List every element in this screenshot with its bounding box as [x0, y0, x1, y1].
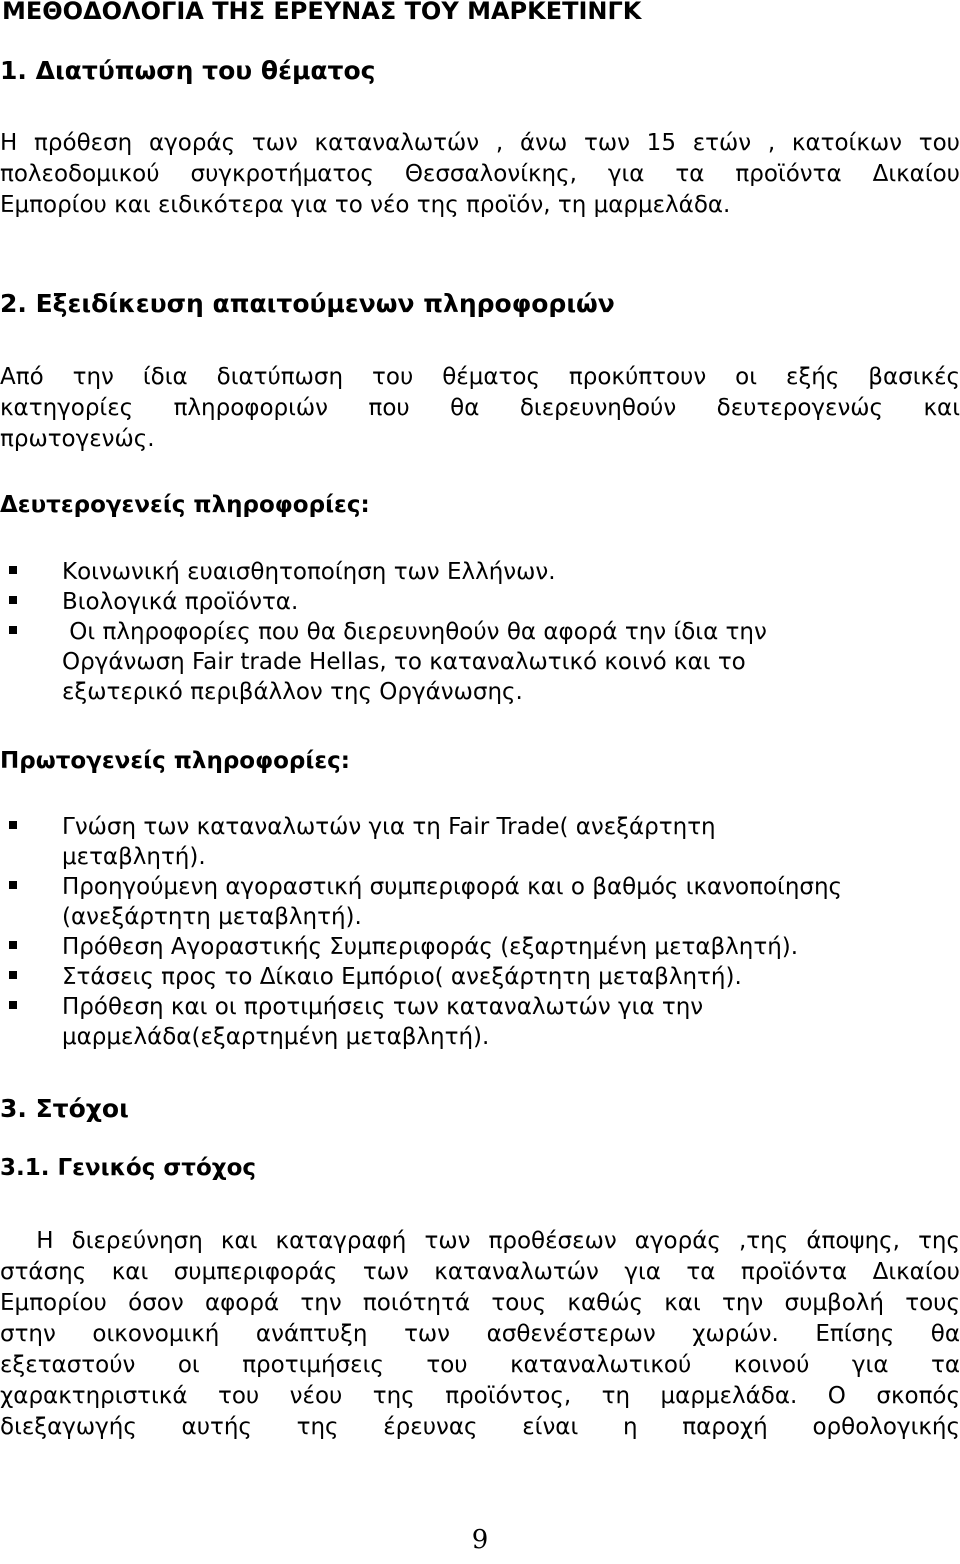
paragraph-line: Εμπορίου και ειδικότερα για το νέο της προϊόν, τη μαρμελάδα.	[0, 192, 731, 218]
list-item-text: Προηγούμενη αγοραστική συμπεριφορά και ο βαθμός ικανοποίησης	[62, 874, 843, 900]
list-item-text: μεταβλητή).	[62, 844, 206, 870]
section-3-1-paragraph	[0, 1226, 960, 1443]
primary-info-heading: Πρωτογενείς πληροφορίες:	[0, 748, 350, 774]
list-item	[0, 617, 960, 707]
paragraph-line: εξεταστούν οι προτιμήσεις του καταναλωτικού κοινού για τα	[0, 1352, 960, 1378]
list-item	[0, 962, 960, 992]
secondary-info-list	[0, 557, 960, 707]
list-item-text: Οι πληροφορίες που θα διερευνηθούν θα αφορά την ίδια την	[62, 619, 767, 645]
section-2-paragraph	[0, 362, 960, 455]
paragraph-line: στάσης και συμπεριφοράς των καταναλωτών για τα προϊόντα Δικαίου	[0, 1259, 960, 1285]
secondary-info-heading: Δευτερογενείς πληροφορίες:	[0, 492, 370, 518]
list-item-text: Στάσεις προς το Δίκαιο Εμπόριο( ανεξάρτητη μεταβλητή).	[62, 964, 742, 990]
document-title: ΜΕΘΟΔΟΛΟΓΙΑ ΤΗΣ ΕΡΕΥΝΑΣ ΤΟΥ ΜΑΡΚΕΤΙΝΓΚ	[2, 0, 642, 25]
square-bullet-icon	[9, 881, 17, 889]
list-item-text: (ανεξάρτητη μεταβλητή).	[62, 904, 362, 930]
paragraph-line: διεξαγωγής αυτής της έρευνας είναι η παροχή ορθολογικής	[0, 1414, 960, 1440]
primary-info-list	[0, 812, 960, 1052]
square-bullet-icon	[9, 941, 17, 949]
square-bullet-icon	[9, 971, 17, 979]
page-number: 9	[471, 1525, 489, 1555]
square-bullet-icon	[9, 1001, 17, 1009]
list-item	[0, 992, 960, 1052]
paragraph-line: πολεοδομικού συγκροτήματος Θεσσαλονίκης, για τα προϊόντα Δικαίου	[0, 161, 960, 187]
list-item-text: Πρόθεση Αγοραστικής Συμπεριφοράς (εξαρτημένη μεταβλητή).	[62, 934, 799, 960]
list-item-text: Βιολογικά προϊόντα.	[62, 589, 299, 615]
list-item-text: μαρμελάδα(εξαρτημένη μεταβλητή).	[62, 1024, 490, 1050]
square-bullet-icon	[9, 566, 17, 574]
paragraph-line: κατηγορίες πληροφοριών που θα διερευνηθούν δευτερογενώς και	[0, 395, 960, 421]
paragraph-line: Η διερεύνηση και καταγραφή των προθέσεων αγοράς ,της άποψης, της	[0, 1228, 960, 1254]
section-3-1-heading: 3.1. Γενικός στόχος	[0, 1155, 257, 1181]
section-1-paragraph	[0, 128, 960, 221]
section-1-heading: 1. Διατύπωση του θέματος	[0, 56, 376, 85]
paragraph-line: πρωτογενώς.	[0, 426, 155, 452]
section-2-heading: 2. Εξειδίκευση απαιτούμενων πληροφοριών	[0, 289, 615, 318]
list-item-text: Γνώση των καταναλωτών για τη Fair Trade( ανεξάρτητη	[62, 814, 716, 840]
paragraph-line: στην οικονομική ανάπτυξη των ασθενέστερων χωρών. Επίσης θα	[0, 1321, 960, 1347]
square-bullet-icon	[9, 821, 17, 829]
square-bullet-icon	[9, 626, 17, 634]
list-item-text: Οργάνωση Fair trade Hellas, το καταναλωτικό κοινό και το	[62, 649, 746, 675]
list-item	[0, 587, 960, 617]
section-3-heading: 3. Στόχοι	[0, 1094, 129, 1123]
paragraph-line: χαρακτηριστικά του νέου της προϊόντος, τη μαρμελάδα. Ο σκοπός	[0, 1383, 960, 1409]
list-item	[0, 812, 960, 872]
list-item-text: εξωτερικό περιβάλλον της Οργάνωσης.	[62, 679, 523, 705]
list-item-text: Κοινωνική ευαισθητοποίηση των Ελλήνων.	[62, 559, 556, 585]
paragraph-line: Η πρόθεση αγοράς των καταναλωτών , άνω των 15 ετών , κατοίκων του	[0, 130, 960, 156]
paragraph-line: Από την ίδια διατύπωση του θέματος προκύπτουν οι εξής βασικές	[0, 364, 960, 390]
list-item	[0, 872, 960, 932]
square-bullet-icon	[9, 596, 17, 604]
paragraph-line: Εμπορίου όσον αφορά την ποιότητά τους καθώς και την συμβολή τους	[0, 1290, 960, 1316]
list-item	[0, 932, 960, 962]
list-item	[0, 557, 960, 587]
list-item-text: Πρόθεση και οι προτιμήσεις των καταναλωτών για την	[62, 994, 704, 1020]
